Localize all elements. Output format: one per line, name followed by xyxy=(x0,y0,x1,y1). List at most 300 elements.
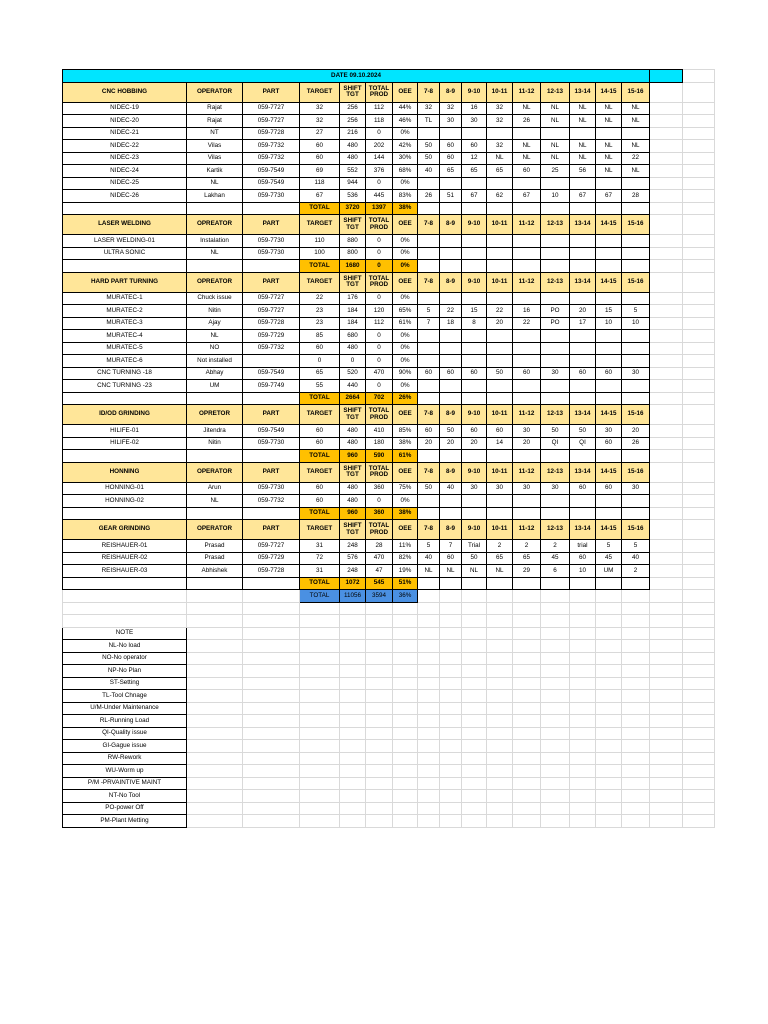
empty-cell xyxy=(683,272,715,292)
operator: UM xyxy=(187,380,243,393)
empty-cell xyxy=(418,727,440,740)
empty-cell xyxy=(462,690,487,703)
empty-cell xyxy=(683,752,715,765)
slot-value xyxy=(462,292,487,305)
empty-cell xyxy=(570,450,596,463)
empty-cell xyxy=(650,355,683,368)
empty-cell xyxy=(462,702,487,715)
empty-cell xyxy=(596,740,622,753)
section-name: CNC HOBBING xyxy=(63,82,187,102)
empty-cell xyxy=(596,507,622,520)
col-slot: 7-8 xyxy=(418,272,440,292)
empty-cell xyxy=(650,140,683,153)
col-slot: 9-10 xyxy=(462,405,487,425)
empty-cell xyxy=(596,615,622,628)
total-prod: 0 xyxy=(366,127,393,140)
table-row xyxy=(63,565,715,578)
empty-cell xyxy=(63,577,187,590)
slot-value xyxy=(596,330,622,343)
slot-value xyxy=(440,380,462,393)
slot-value xyxy=(513,330,541,343)
table-row xyxy=(63,165,715,178)
empty-cell xyxy=(622,752,650,765)
empty-cell xyxy=(487,677,513,690)
shift-tgt: 248 xyxy=(340,565,366,578)
note-row xyxy=(63,727,715,740)
total-shift: 2664 xyxy=(340,392,366,405)
empty-cell xyxy=(393,815,418,828)
empty-cell xyxy=(366,677,393,690)
col-oee: OEE xyxy=(393,215,418,235)
empty-cell xyxy=(243,507,300,520)
note-row xyxy=(63,677,715,690)
col-slot: 11-12 xyxy=(513,272,541,292)
empty-cell xyxy=(300,765,340,778)
empty-cell xyxy=(243,727,300,740)
empty-cell xyxy=(187,752,243,765)
empty-cell xyxy=(650,652,683,665)
empty-cell xyxy=(650,777,683,790)
empty-cell xyxy=(366,652,393,665)
total-prod: 0 xyxy=(366,330,393,343)
total-label: TOTAL xyxy=(300,392,340,405)
target: 55 xyxy=(300,380,340,393)
slot-value: NL xyxy=(596,140,622,153)
empty-cell xyxy=(570,577,596,590)
slot-value: 20 xyxy=(487,317,513,330)
col-shift-tgt: SHIFT TGT xyxy=(340,520,366,540)
col-slot: 7-8 xyxy=(418,462,440,482)
slot-value xyxy=(622,355,650,368)
empty-cell xyxy=(418,740,440,753)
empty-cell xyxy=(541,627,570,640)
slot-value: NL xyxy=(487,565,513,578)
empty-cell xyxy=(541,702,570,715)
slot-value: 60 xyxy=(570,482,596,495)
section-header-row xyxy=(63,462,715,482)
empty-cell xyxy=(570,590,596,603)
empty-cell xyxy=(570,640,596,653)
slot-value: 10 xyxy=(541,190,570,203)
empty-cell xyxy=(487,590,513,603)
empty-cell xyxy=(418,665,440,678)
slot-value xyxy=(440,342,462,355)
empty-cell xyxy=(418,765,440,778)
col-slot: 9-10 xyxy=(462,462,487,482)
empty-cell xyxy=(418,450,440,463)
machine-name: HILIFE-01 xyxy=(63,425,187,438)
col-slot: 15-16 xyxy=(622,272,650,292)
shift-tgt: 800 xyxy=(340,247,366,260)
target: 110 xyxy=(300,235,340,248)
empty-cell xyxy=(462,602,487,615)
total-shift: 960 xyxy=(340,507,366,520)
empty-cell xyxy=(650,690,683,703)
empty-cell xyxy=(187,590,243,603)
section-name: ID/OD GRINDING xyxy=(63,405,187,425)
oee: 68% xyxy=(393,165,418,178)
machine-name: MURATEC-5 xyxy=(63,342,187,355)
slot-value xyxy=(462,247,487,260)
empty-cell xyxy=(243,777,300,790)
empty-cell xyxy=(541,715,570,728)
col-operator: OPERATOR xyxy=(187,520,243,540)
empty-cell xyxy=(393,702,418,715)
empty-cell xyxy=(513,640,541,653)
col-slot: 11-12 xyxy=(513,82,541,102)
empty-cell xyxy=(541,392,570,405)
empty-cell xyxy=(462,715,487,728)
operator: Lakhan xyxy=(187,190,243,203)
operator: Chuck issue xyxy=(187,292,243,305)
empty-cell xyxy=(683,367,715,380)
empty-cell xyxy=(650,272,683,292)
empty-cell xyxy=(440,765,462,778)
note-title: NOTE xyxy=(63,627,187,640)
empty-cell xyxy=(418,260,440,273)
empty-cell xyxy=(340,815,366,828)
empty-cell xyxy=(340,640,366,653)
empty-cell xyxy=(366,765,393,778)
slot-value: 65 xyxy=(462,165,487,178)
col-slot: 10-11 xyxy=(487,520,513,540)
empty-cell xyxy=(393,752,418,765)
empty-cell xyxy=(683,202,715,215)
empty-cell xyxy=(393,690,418,703)
oee: 75% xyxy=(393,482,418,495)
slot-value: 67 xyxy=(513,190,541,203)
total-prod: 445 xyxy=(366,190,393,203)
empty-cell xyxy=(487,790,513,803)
slot-value xyxy=(541,127,570,140)
empty-cell xyxy=(683,652,715,665)
col-oee: OEE xyxy=(393,405,418,425)
target: 72 xyxy=(300,552,340,565)
empty-cell xyxy=(570,802,596,815)
note-item: WU-Worm up xyxy=(63,765,187,778)
empty-cell xyxy=(440,802,462,815)
operator: Kartik xyxy=(187,165,243,178)
slot-value xyxy=(513,235,541,248)
empty-cell xyxy=(683,677,715,690)
slot-value: NL xyxy=(596,102,622,115)
empty-cell xyxy=(541,802,570,815)
slot-value: 20 xyxy=(622,425,650,438)
empty-cell xyxy=(683,702,715,715)
slot-value: NL xyxy=(513,102,541,115)
empty-cell xyxy=(570,690,596,703)
col-target: TARGET xyxy=(300,82,340,102)
empty-cell xyxy=(63,260,187,273)
col-slot: 8-9 xyxy=(440,215,462,235)
empty-cell xyxy=(418,790,440,803)
table-row xyxy=(63,115,715,128)
empty-cell xyxy=(366,802,393,815)
machine-name: NIDEC-25 xyxy=(63,177,187,190)
empty-cell xyxy=(650,405,683,425)
slot-value: NL xyxy=(596,115,622,128)
slot-value: NL xyxy=(487,152,513,165)
empty-cell xyxy=(683,437,715,450)
slot-value: NL xyxy=(570,115,596,128)
empty-cell xyxy=(622,727,650,740)
col-slot: 11-12 xyxy=(513,462,541,482)
col-slot: 7-8 xyxy=(418,405,440,425)
empty-cell xyxy=(440,677,462,690)
empty-cell xyxy=(340,615,366,628)
oee: 46% xyxy=(393,115,418,128)
slot-value xyxy=(622,380,650,393)
empty-cell xyxy=(650,292,683,305)
slot-value xyxy=(440,177,462,190)
empty-cell xyxy=(650,392,683,405)
empty-cell xyxy=(487,202,513,215)
empty-cell xyxy=(622,615,650,628)
shift-tgt: 480 xyxy=(340,437,366,450)
empty-cell xyxy=(650,482,683,495)
empty-cell xyxy=(650,215,683,235)
slot-value xyxy=(596,127,622,140)
empty-cell xyxy=(366,602,393,615)
empty-cell xyxy=(570,652,596,665)
slot-value xyxy=(541,235,570,248)
slot-value xyxy=(596,380,622,393)
empty-cell xyxy=(650,495,683,508)
empty-cell xyxy=(340,752,366,765)
machine-name: MURATEC-6 xyxy=(63,355,187,368)
empty-cell xyxy=(462,507,487,520)
empty-cell xyxy=(187,802,243,815)
empty-cell xyxy=(513,602,541,615)
col-target: TARGET xyxy=(300,272,340,292)
empty-cell xyxy=(366,777,393,790)
empty-cell xyxy=(650,602,683,615)
total-prod: 202 xyxy=(366,140,393,153)
empty-cell xyxy=(440,577,462,590)
empty-cell xyxy=(487,690,513,703)
note-row xyxy=(63,640,715,653)
empty-cell xyxy=(440,665,462,678)
target: 32 xyxy=(300,102,340,115)
target: 23 xyxy=(300,317,340,330)
empty-cell xyxy=(300,652,340,665)
empty-cell xyxy=(570,702,596,715)
empty-cell xyxy=(487,752,513,765)
col-oee: OEE xyxy=(393,520,418,540)
slot-value: 62 xyxy=(487,190,513,203)
section-header-row xyxy=(63,272,715,292)
total-oee: 38% xyxy=(393,202,418,215)
empty-cell xyxy=(187,740,243,753)
col-shift-tgt: SHIFT TGT xyxy=(340,215,366,235)
empty-cell xyxy=(243,652,300,665)
empty-cell xyxy=(650,665,683,678)
empty-cell xyxy=(650,590,683,603)
slot-value xyxy=(541,177,570,190)
operator: Ajay xyxy=(187,317,243,330)
empty-cell xyxy=(622,777,650,790)
total-prod: 118 xyxy=(366,115,393,128)
slot-value xyxy=(513,380,541,393)
total-prod: 590 xyxy=(366,450,393,463)
slot-value: trial xyxy=(570,540,596,553)
operator: NL xyxy=(187,177,243,190)
empty-cell xyxy=(683,462,715,482)
empty-cell xyxy=(187,202,243,215)
part-number: 059-7728 xyxy=(243,317,300,330)
empty-cell xyxy=(418,507,440,520)
empty-cell xyxy=(650,577,683,590)
total-prod: 0 xyxy=(366,355,393,368)
empty-cell xyxy=(683,540,715,553)
empty-cell xyxy=(513,260,541,273)
table-row xyxy=(63,380,715,393)
total-oee: 61% xyxy=(393,450,418,463)
empty-cell xyxy=(650,727,683,740)
slot-value xyxy=(622,247,650,260)
empty-cell xyxy=(63,202,187,215)
oee: 90% xyxy=(393,367,418,380)
empty-cell xyxy=(683,802,715,815)
oee: 85% xyxy=(393,425,418,438)
note-row xyxy=(63,815,715,828)
empty-cell xyxy=(622,702,650,715)
empty-cell xyxy=(487,507,513,520)
empty-cell xyxy=(596,627,622,640)
empty-cell xyxy=(650,615,683,628)
table-row xyxy=(63,305,715,318)
empty-cell xyxy=(340,602,366,615)
slot-value: PO xyxy=(541,317,570,330)
empty-cell xyxy=(418,677,440,690)
total-oee: 0% xyxy=(393,260,418,273)
empty-cell xyxy=(513,202,541,215)
col-part: PART xyxy=(243,520,300,540)
target: 69 xyxy=(300,165,340,178)
empty-cell xyxy=(187,702,243,715)
target: 31 xyxy=(300,565,340,578)
empty-cell xyxy=(366,615,393,628)
target: 118 xyxy=(300,177,340,190)
empty-cell xyxy=(63,602,187,615)
oee: 42% xyxy=(393,140,418,153)
oee: 0% xyxy=(393,495,418,508)
target: 32 xyxy=(300,115,340,128)
slot-value: NL xyxy=(541,140,570,153)
slot-value: NL xyxy=(462,565,487,578)
slot-value: NL xyxy=(596,152,622,165)
note-item: GI-Gague issue xyxy=(63,740,187,753)
empty-cell xyxy=(622,260,650,273)
total-oee: 26% xyxy=(393,392,418,405)
table-row xyxy=(63,540,715,553)
slot-value: 5 xyxy=(622,540,650,553)
part-number: 059-7727 xyxy=(243,305,300,318)
empty-cell xyxy=(541,665,570,678)
note-item: RL-Running Load xyxy=(63,715,187,728)
empty-cell xyxy=(418,602,440,615)
slot-value xyxy=(462,355,487,368)
part-number: 059-7732 xyxy=(243,152,300,165)
empty-cell xyxy=(300,802,340,815)
col-slot: 14-15 xyxy=(596,462,622,482)
shift-tgt: 680 xyxy=(340,330,366,343)
empty-cell xyxy=(650,247,683,260)
slot-value xyxy=(622,495,650,508)
empty-cell xyxy=(596,260,622,273)
slot-value xyxy=(541,330,570,343)
slot-value: 40 xyxy=(440,482,462,495)
slot-value xyxy=(596,342,622,355)
empty-cell xyxy=(487,260,513,273)
machine-name: NIDEC-26 xyxy=(63,190,187,203)
slot-value: NL xyxy=(541,102,570,115)
grand-total-row xyxy=(63,590,715,603)
empty-cell xyxy=(683,235,715,248)
slot-value: 40 xyxy=(418,165,440,178)
note-row xyxy=(63,715,715,728)
empty-cell xyxy=(541,202,570,215)
empty-cell xyxy=(683,577,715,590)
slot-value: 60 xyxy=(440,367,462,380)
slot-value: 30 xyxy=(462,115,487,128)
machine-name: REISHAUER-03 xyxy=(63,565,187,578)
part-number: 059-7549 xyxy=(243,177,300,190)
empty-cell xyxy=(393,677,418,690)
empty-cell xyxy=(440,702,462,715)
slot-value: 20 xyxy=(513,437,541,450)
total-label: TOTAL xyxy=(300,202,340,215)
empty-cell xyxy=(683,507,715,520)
empty-cell xyxy=(340,715,366,728)
col-slot: 9-10 xyxy=(462,272,487,292)
table-row xyxy=(63,342,715,355)
empty-cell xyxy=(462,652,487,665)
slot-value: 60 xyxy=(596,482,622,495)
slot-value xyxy=(570,177,596,190)
operator: Abhay xyxy=(187,367,243,380)
empty-cell xyxy=(243,602,300,615)
empty-cell xyxy=(596,790,622,803)
part-number: 059-7729 xyxy=(243,552,300,565)
empty-cell xyxy=(596,702,622,715)
slot-value: 32 xyxy=(487,102,513,115)
table-row xyxy=(63,140,715,153)
operator: NT xyxy=(187,127,243,140)
empty-cell xyxy=(243,627,300,640)
oee: 38% xyxy=(393,437,418,450)
empty-cell xyxy=(570,777,596,790)
slot-value xyxy=(462,495,487,508)
oee: 19% xyxy=(393,565,418,578)
table-row xyxy=(63,127,715,140)
machine-name: CNC TURNING -23 xyxy=(63,380,187,393)
part-number: 059-7730 xyxy=(243,437,300,450)
part-number: 059-7730 xyxy=(243,190,300,203)
total-prod: 410 xyxy=(366,425,393,438)
note-row xyxy=(63,752,715,765)
empty-cell xyxy=(650,702,683,715)
col-slot: 15-16 xyxy=(622,82,650,102)
slot-value xyxy=(440,495,462,508)
empty-cell xyxy=(683,317,715,330)
empty-cell xyxy=(440,640,462,653)
col-slot: 12-13 xyxy=(541,462,570,482)
empty-cell xyxy=(570,507,596,520)
empty-cell xyxy=(300,815,340,828)
note-row xyxy=(63,802,715,815)
total-prod: 0 xyxy=(366,247,393,260)
